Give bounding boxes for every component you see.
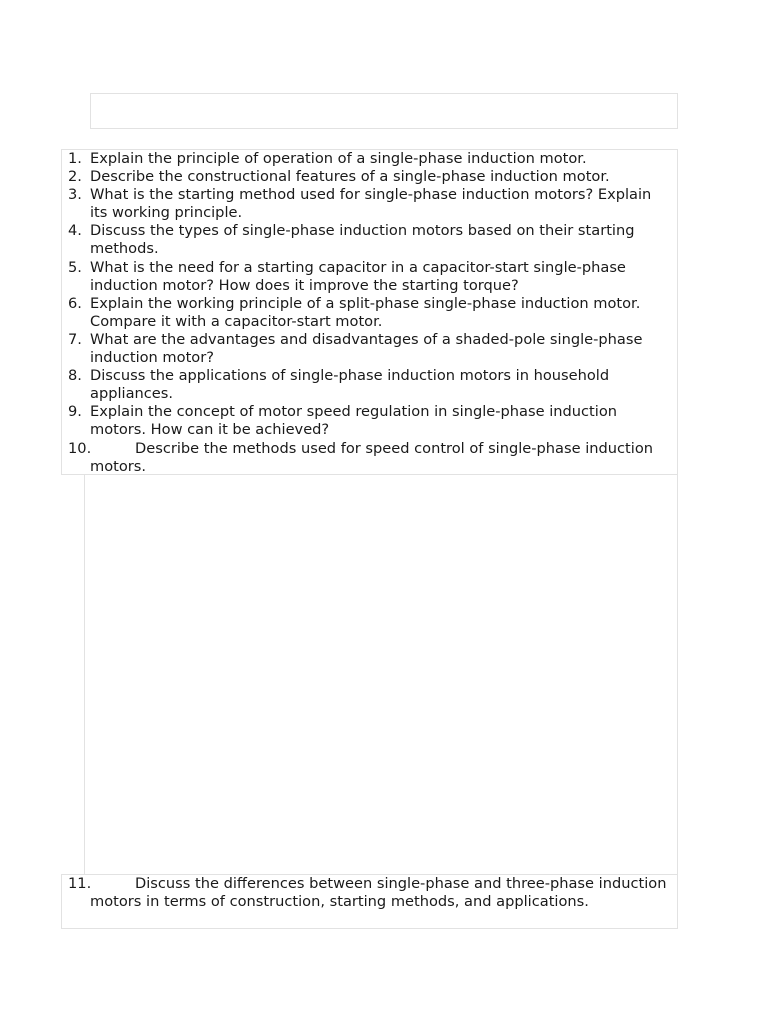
question-item (62, 367, 677, 403)
question-number: 5. (68, 258, 82, 276)
question-number: 10. (68, 439, 92, 457)
question-item (62, 440, 677, 476)
question-number: 3. (68, 186, 82, 204)
question-number: 8. (68, 367, 82, 385)
question-item (62, 150, 677, 168)
question-text: Describe the methods used for speed control of single-phase induction motors. (90, 439, 654, 475)
question-number: 9. (68, 403, 82, 421)
question-text: Discuss the differences between single-phase and three-phase induction motors in terms of construction, starting methods, and applications. (90, 875, 667, 911)
question-text: Discuss the types of single-phase induction motors based on their starting methods. (90, 222, 635, 258)
question-item (62, 168, 677, 186)
question-text: Discuss the applications of single-phase induction motors in household appliances. (90, 367, 610, 403)
blank-answer-area (84, 475, 678, 874)
question-section-1 (61, 149, 678, 475)
question-number: 7. (68, 330, 82, 348)
question-number: 4. (68, 222, 82, 240)
question-list-1 (62, 150, 677, 476)
question-text: What are the advantages and disadvantages of a shaded-pole single-phase induction motor? (90, 330, 643, 367)
question-item (62, 259, 677, 295)
question-item (62, 331, 677, 367)
question-number: 2. (68, 168, 82, 186)
question-item (62, 295, 677, 331)
question-item (62, 875, 677, 911)
question-item (62, 403, 677, 439)
question-text: Describe the constructional features of a single-phase induction motor. (90, 168, 610, 186)
question-text: Explain the principle of operation of a single-phase induction motor. (90, 150, 587, 167)
question-list-2 (62, 875, 677, 911)
question-section-2 (61, 874, 678, 929)
question-item (62, 186, 677, 222)
question-text: Explain the concept of motor speed regulation in single-phase induction motors. How can it be achieved? (90, 403, 617, 439)
question-number: 11. (68, 875, 92, 892)
question-text: What is the starting method used for single-phase induction motors? Explain its working principle. (90, 186, 652, 222)
question-text: Explain the working principle of a split-phase single-phase induction motor. Compare it with a capacitor-start motor. (90, 294, 641, 330)
question-number: 6. (68, 294, 82, 312)
question-item (62, 222, 677, 258)
question-text: What is the need for a starting capacitor in a capacitor-start single-phase induction motor? How does it improve the starting torque? (90, 258, 626, 294)
header-box (90, 93, 678, 129)
question-number: 1. (68, 150, 82, 167)
